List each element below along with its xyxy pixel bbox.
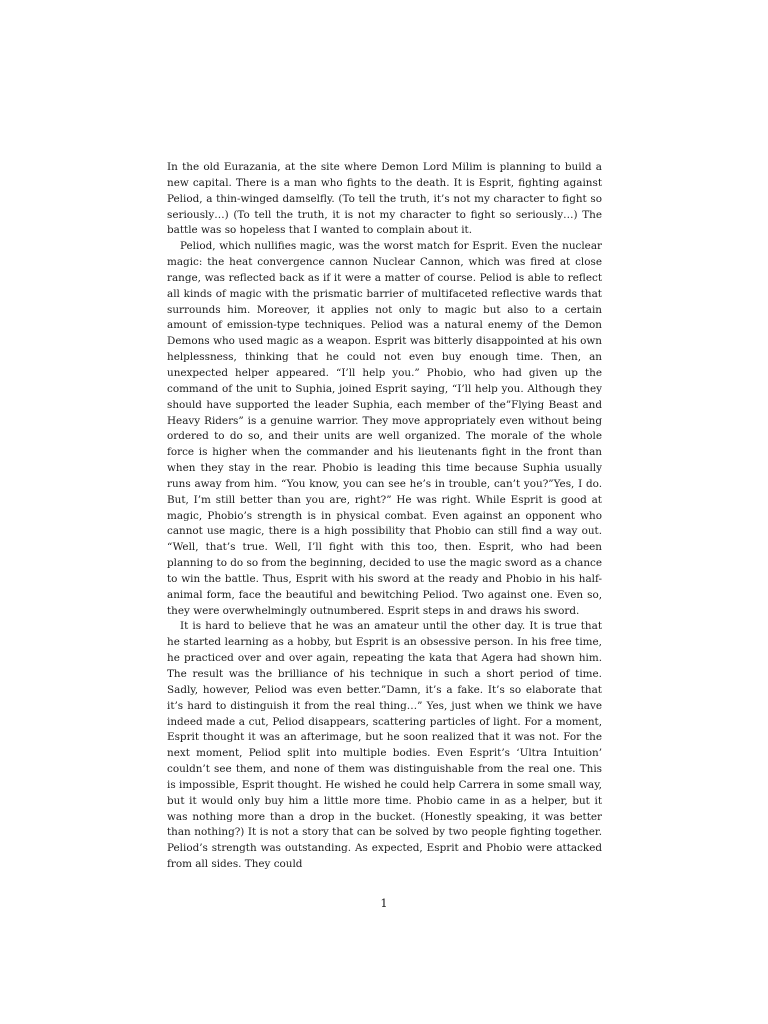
paragraph-3: It is hard to believe that he was an amateur until the other day. It is true that he started learning as a hobby, but Esprit is an obsessive person. In his free time, he practiced over and over again, repeating the kata that Agera had shown him. The result was the brilliance of his technique in such a short period of time. Sadly, however, Peliod was even better.”Damn, it’s a fake. It’s so elaborate that it’s hard to distinguish it from the real thing…” Yes, just when we think we have indeed made a cut, Peliod disappears, scattering particles of light. For a moment, Esprit thought it was an afterimage, but he soon realized that it was not. For the next moment, Peliod split into multiple bodies. Even Esprit’s ‘Ultra Intuition’ couldn’t see them, and none of them was distinguishable from the real one. This is impossible, Esprit thought. He wished he could help Carrera in some small way, but it would only buy him a little more time. Phobio came in as a helper, but it was nothing more than a drop in the bucket. (Honestly speaking, it was better than nothing?) It is not a story that can be solved by two people fighting together. Peliod’s strength was outstanding. As expected, Esprit and Phobio were attacked from all sides. They could bbox=[167, 620, 602, 871]
body-text bbox=[167, 160, 602, 873]
paragraph-1: In the old Eurazania, at the site where Demon Lord Milim is planning to build a new capital. There is a man who fights to the death. It is Esprit, fighting against Peliod, a thin-winged damselfly. (To tell the truth, it’s not my character to fight so seriously…) (To tell the truth, it is not my character to fight so seriously…) The battle was so hopeless that I wanted to complain about it. bbox=[167, 161, 602, 237]
page-number: 1 bbox=[380, 897, 388, 910]
paragraph-2: Peliod, which nullifies magic, was the worst match for Esprit. Even the nuclear magic: the heat convergence cannon Nuclear Cannon, which was fired at close range, was reflected back as if it were a matter of course. Peliod is able to reflect all kinds of magic with the prismatic barrier of multifaceted reflective wards that surrounds him. Moreover, it applies not only to magic but also to a certain amount of emission-type techniques. Peliod was a natural enemy of the Demon Demons who used magic as a weapon. Esprit was bitterly disappointed at his own helplessness, thinking that he could not even buy enough time. Then, an unexpected helper appeared. “I’ll help you.” Phobio, who had given up the command of the unit to Suphia, joined Esprit saying, “I’ll help you. Although they should have supported the leader Suphia, each member of the”Flying Beast and Heavy Riders” is a genuine warrior. They move appropriately even without being ordered to do so, and their units are well organized. The morale of the whole force is higher when the commander and his lieutenants fight in the front than when they stay in the rear. Phobio is leading this time because Suphia usually runs away from him. “You know, you can see he’s in trouble, can’t you?”Yes, I do. But, I’m still better than you are, right?” He was right. While Esprit is good at magic, Phobio’s strength is in physical combat. Even against an opponent who cannot use magic, there is a high possibility that Phobio can still find a way out. “Well, that’s true. Well, I’ll fight with this too, then. Esprit, who had been planning to do so from the beginning, decided to use the magic sword as a chance to win the battle. Thus, Esprit with his sword at the ready and Phobio in his half-animal form, face the beautiful and bewitching Peliod. Two against one. Even so, they were overwhelmingly outnumbered. Esprit steps in and draws his sword. bbox=[167, 240, 602, 617]
